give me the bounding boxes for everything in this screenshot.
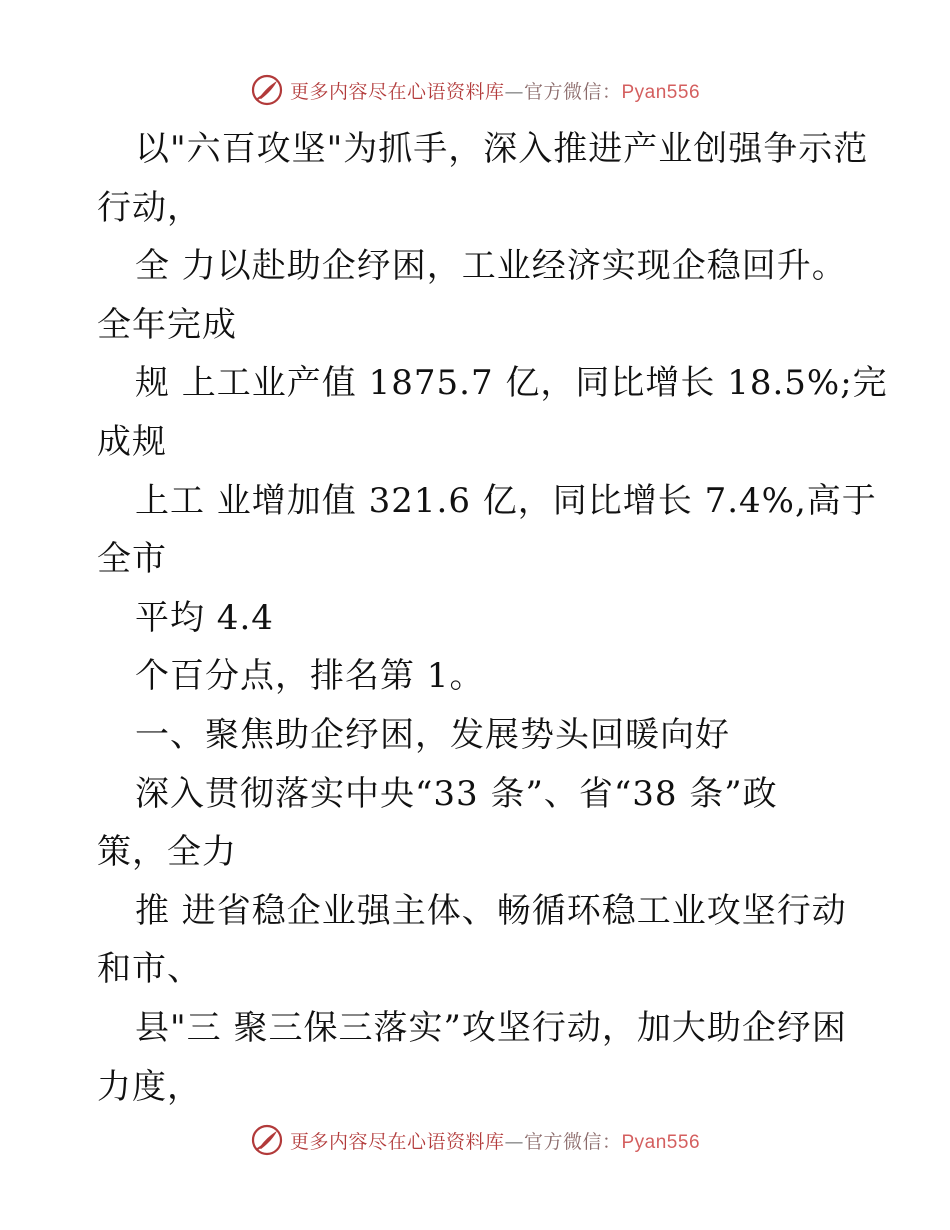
text-line: 以"六百攻坚"为抓手，深入推进产业创强争示范	[135, 129, 869, 169]
text-line: 力度，	[97, 1066, 202, 1107]
feather-pen-seal-icon	[250, 73, 284, 107]
text-line: 行动，	[97, 187, 202, 228]
text-line: 和市、	[97, 949, 202, 990]
text-line: 推 进省稳企业强主体、畅循环稳工业攻坚行动	[135, 890, 847, 931]
text-line: 上工 业增加值 321.6 亿，同比增长 7.4%,高于	[135, 480, 877, 521]
text-line: 全 力以赴助企纾困，工业经济实现企稳回升。	[135, 246, 847, 287]
text-line: 策，全力	[97, 832, 237, 873]
banner-text	[290, 1127, 700, 1154]
header-watermark-banner	[0, 72, 950, 108]
text-line: 深入贯彻落实中央“33 条”、省“38 条”政	[135, 773, 778, 814]
banner-wechat-id: Pyan556	[621, 81, 701, 103]
banner-dash: —	[504, 80, 524, 103]
text-line: 县"三 聚三保三落实”攻坚行动，加大助企纾困	[135, 1007, 847, 1048]
feather-pen-seal-icon	[250, 1123, 284, 1157]
text-line: 全年完成	[97, 304, 237, 345]
banner-dash: —	[504, 1130, 524, 1153]
banner-contact-label: 官方微信：	[523, 80, 622, 103]
banner-wechat-id: Pyan556	[621, 1131, 701, 1153]
text-line: 规 上工业产值 1875.7 亿，同比增长 18.5%;完	[135, 363, 888, 404]
document-body	[97, 120, 888, 1116]
banner-contact-label: 官方微信：	[523, 1130, 622, 1153]
text-line: 全市	[97, 539, 167, 580]
text-line: 成规	[97, 421, 167, 462]
text-line: 个百分点，排名第 1。	[135, 656, 485, 697]
banner-title: 更多内容尽在心语资料库	[289, 1130, 505, 1153]
text-line: 平均 4.4	[135, 597, 274, 638]
footer-watermark-banner	[0, 1122, 950, 1158]
banner-title: 更多内容尽在心语资料库	[289, 80, 505, 103]
section-heading: 一、聚焦助企纾困，发展势头回暖向好	[135, 714, 730, 755]
banner-text	[290, 77, 700, 104]
